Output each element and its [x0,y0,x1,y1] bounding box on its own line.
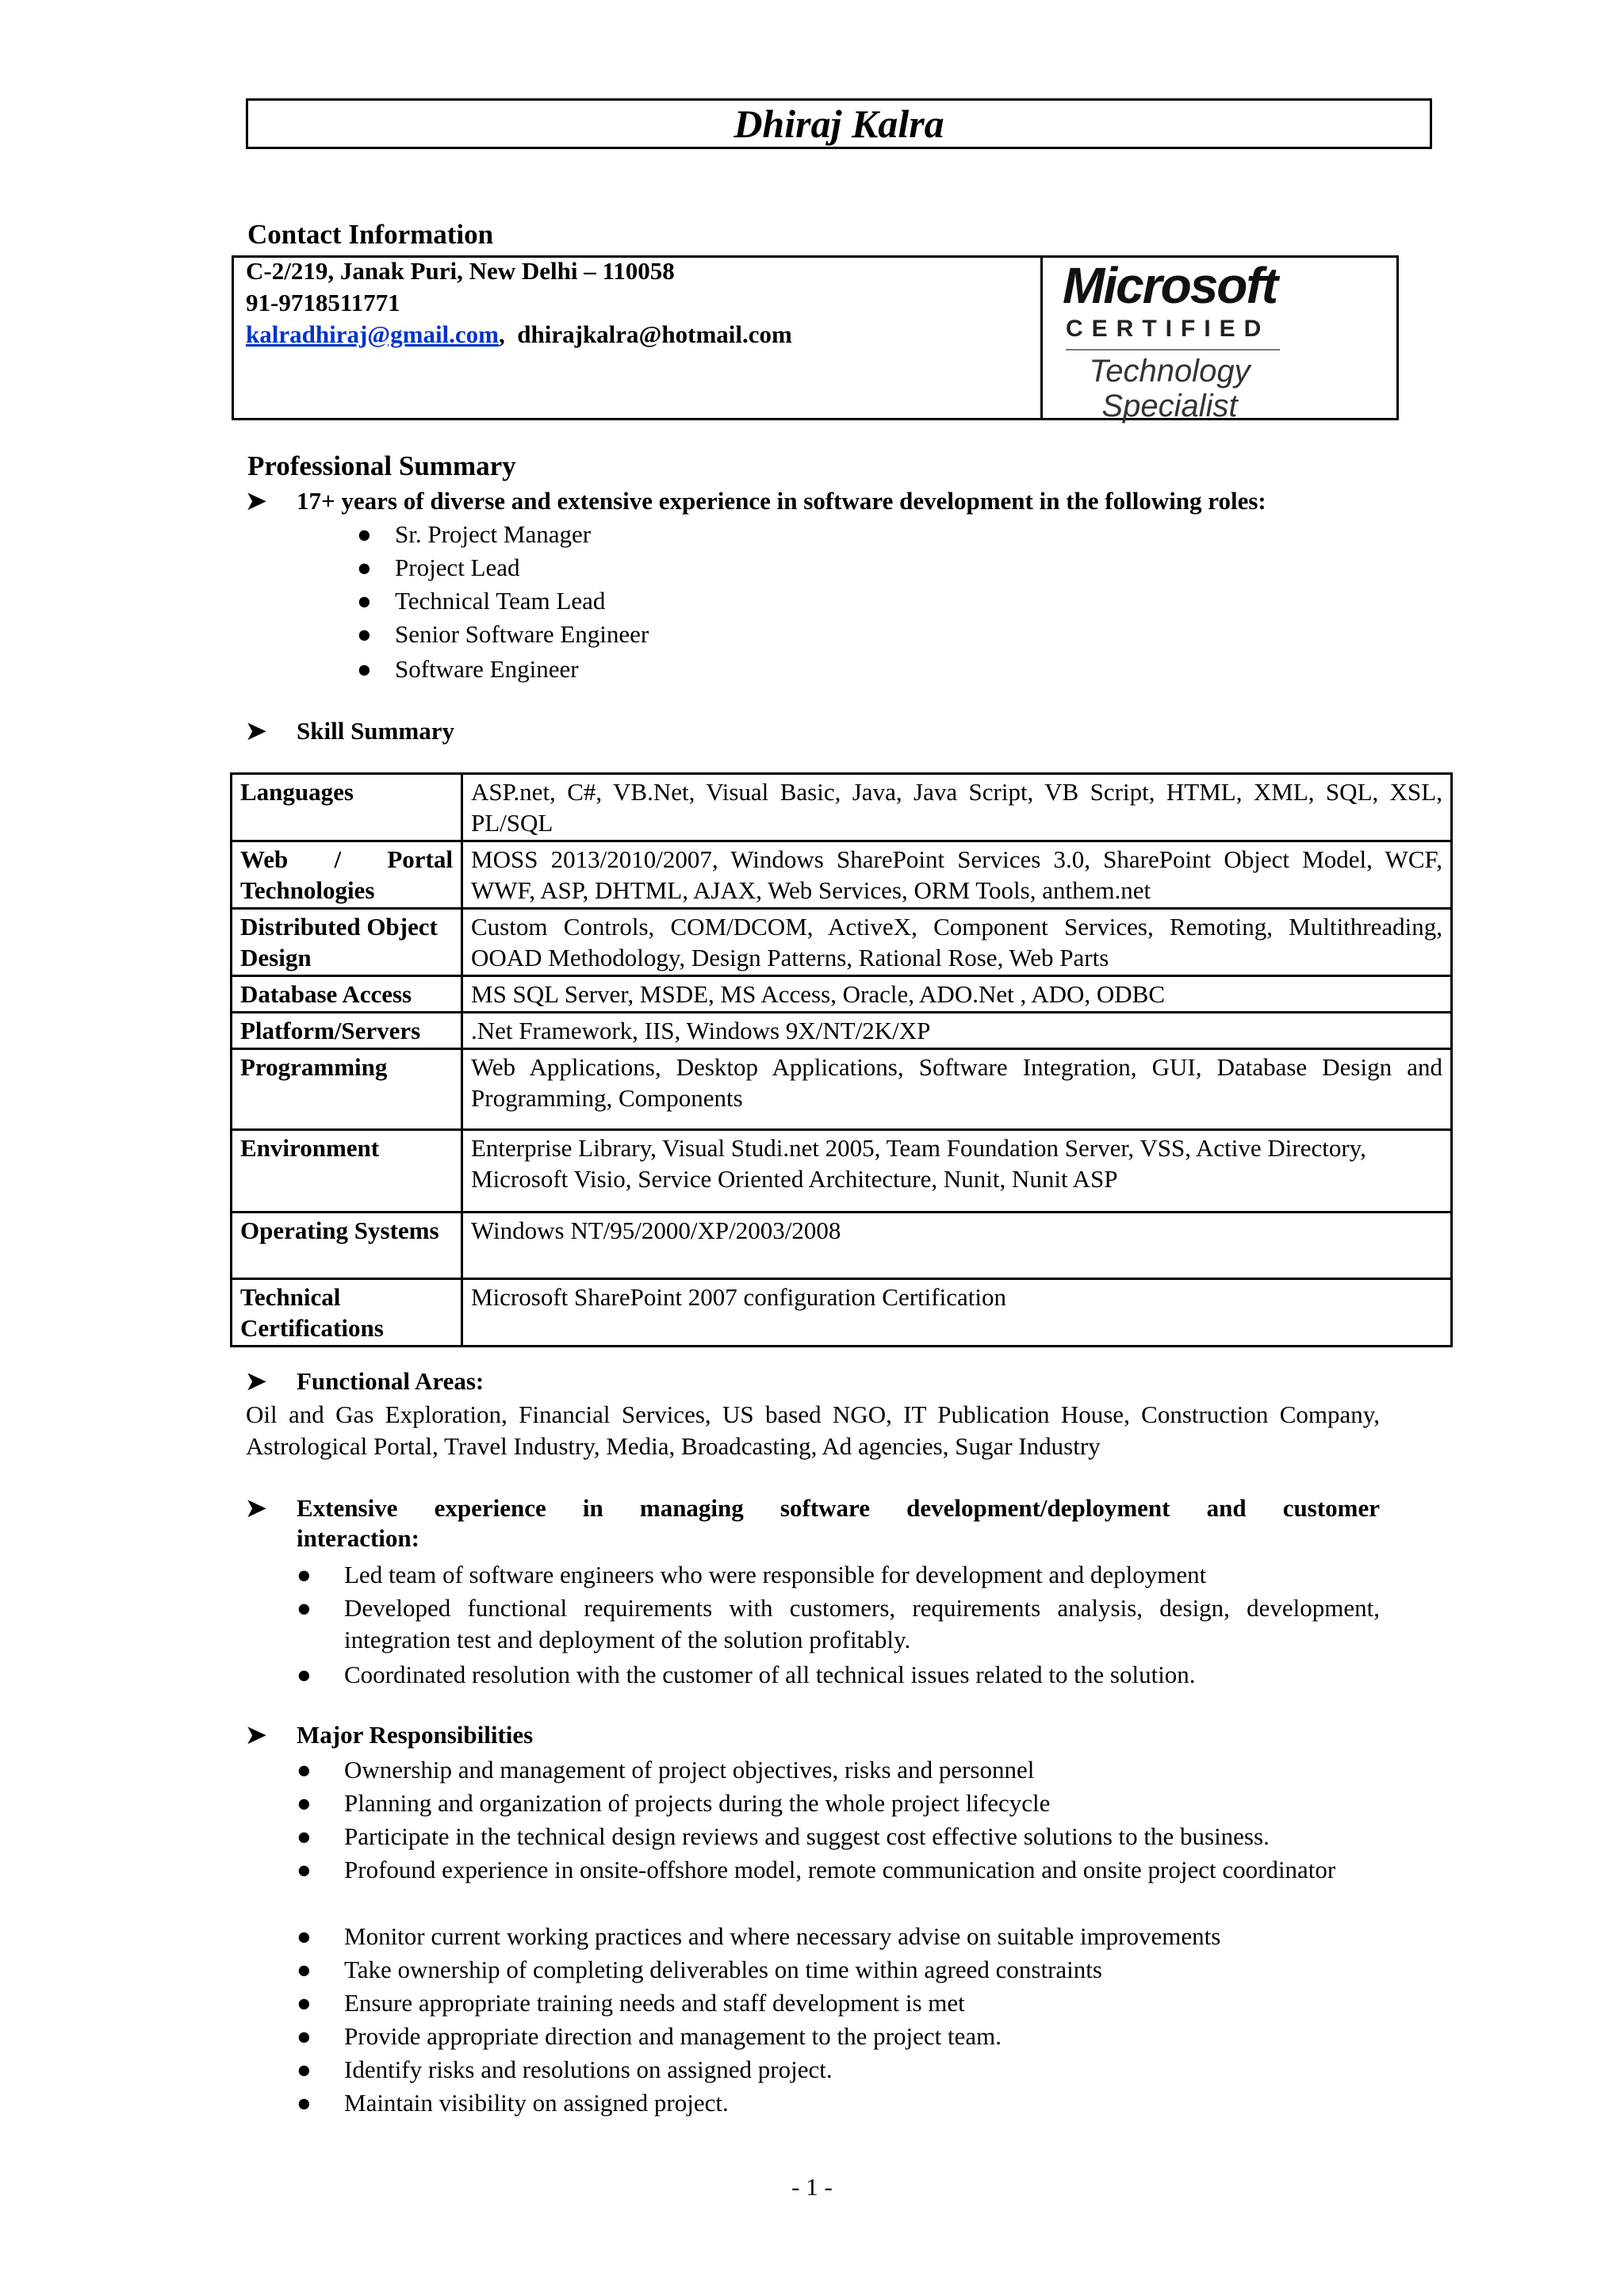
bullet-icon: ● [297,1989,312,2017]
contact-phone: 91-9718511771 [246,289,400,316]
skills-heading: Skill Summary [297,717,454,745]
list-item: ● Planning and organization of projects during the whole project lifecycle [344,1787,1380,1819]
summary-intro: 17+ years of diverse and extensive experience in software development in the following roles: [297,487,1266,515]
role-item: ● Technical Team Lead [357,587,606,615]
skill-value: Web Applications, Desktop Applications, Software Integration, GUI, Database Design and Programming, Components [462,1049,1452,1130]
logo-line1: Technology [1089,354,1251,389]
page-number: - 1 - [791,2173,833,2201]
skill-key: Operating Systems [232,1213,462,1279]
table-row [232,1049,1452,1130]
list-item: ● Led team of software engineers who were responsible for development and deployment [344,1559,1380,1591]
skill-key: Web / Portal Technologies [232,841,462,909]
bullet-icon: ● [297,1756,312,1784]
list-item: ● Coordinated resolution with the customer of all technical issues related to the solution. [344,1659,1380,1691]
skill-value: MS SQL Server, MSDE, MS Access, Oracle, ADO.Net , ADO, ODBC [462,976,1452,1013]
role-item: ● Project Lead [357,554,520,581]
bullet-icon: ● [297,2056,312,2083]
skill-key: Environment [232,1130,462,1213]
bullet-icon: ● [357,554,372,581]
skill-value: MOSS 2013/2010/2007, Windows SharePoint Services 3.0, SharePoint Object Model, WCF, WWF, ASP, DHTML, AJAX, Web Services, ORM Tools, anthem.net [462,841,1452,909]
bullet-icon: ● [297,2022,312,2050]
list-item: ● Maintain visibility on assigned project. [344,2087,1380,2119]
email-link[interactable]: kalradhiraj@gmail.com [246,320,500,348]
bullet-icon: ● [297,1789,312,1817]
email-secondary: dhirajkalra@hotmail.com [517,320,792,348]
role-item: ● Software Engineer [357,655,579,683]
skill-key: Database Access [232,976,462,1013]
microsoft-certified-logo [1063,257,1293,423]
list-item: ● Participate in the technical design reviews and suggest cost effective solutions to the business. [344,1821,1380,1852]
table-row [232,841,1452,909]
table-row [232,1013,1452,1049]
bullet-icon: ● [297,1822,312,1850]
arrow-bullet-icon: ➤ [246,1494,266,1522]
arrow-bullet-icon: ➤ [246,717,266,745]
bullet-icon: ● [297,1594,312,1622]
functional-heading-line [246,1367,484,1396]
skill-key: Technical Certifications [232,1279,462,1347]
logo-certified: CERTIFIED [1066,316,1270,342]
list-item: ● Provide appropriate direction and management to the project team. [344,2021,1380,2052]
arrow-bullet-icon: ➤ [246,1721,266,1749]
bullet-icon: ● [357,655,372,683]
arrow-bullet-icon: ➤ [246,487,266,515]
table-row [232,1130,1452,1213]
table-row [232,1279,1452,1347]
skill-value: Windows NT/95/2000/XP/2003/2008 [462,1213,1452,1279]
logo-brand: Microsoft [1063,257,1277,314]
skills-heading-line [246,717,454,745]
bullet-icon: ● [297,1856,312,1883]
bullet-icon: ● [297,1661,312,1688]
contact-emails [246,320,792,349]
responsibilities-heading-line [246,1721,533,1749]
skill-value: Custom Controls, COM/DCOM, ActiveX, Component Services, Remoting, Multithreading, OOAD Methodology, Design Patterns, Rational Rose, Web Parts [462,909,1452,976]
skill-value: .Net Framework, IIS, Windows 9X/NT/2K/XP [462,1013,1452,1049]
table-row [232,909,1452,976]
experience-heading-cont: interaction: [297,1524,419,1552]
responsibilities-heading: Major Responsibilities [297,1721,534,1749]
contact-heading: Contact Information [247,219,494,250]
role-item: ● Sr. Project Manager [357,520,592,548]
summary-intro-line [246,487,1266,515]
contact-address: C-2/219, Janak Puri, New Delhi – 110058 [246,257,675,285]
bullet-icon: ● [357,520,372,548]
bullet-icon: ● [297,1922,312,1950]
skills-table [230,772,1453,1347]
table-row [232,774,1452,841]
logo-line2: Specialist [1101,389,1238,423]
list-item: ● Profound experience in onsite-offshore model, remote communication and onsite project coordinator [344,1854,1380,1886]
experience-heading-line [246,1494,1380,1523]
list-item: ● Take ownership of completing deliverables on time within agreed constraints [344,1954,1380,1986]
list-item: ● Monitor current working practices and where necessary advise on suitable improvements [344,1921,1380,1952]
logo-divider [1066,349,1280,351]
resume-name: Dhiraj Kalra [246,98,1432,149]
functional-heading: Functional Areas: [297,1367,485,1395]
table-row [232,976,1452,1013]
list-item: ● Ensure appropriate training needs and staff development is met [344,1987,1380,2019]
skill-value: Microsoft SharePoint 2007 configuration Certification [462,1279,1452,1347]
skill-key: Platform/Servers [232,1013,462,1049]
summary-heading: Professional Summary [247,450,516,481]
list-item: ● Ownership and management of project objectives, risks and personnel [344,1754,1380,1786]
arrow-bullet-icon: ➤ [246,1367,266,1395]
list-item: ● Developed functional requirements with customers, requirements analysis, design, development, integration test and deployment of the solution profitably. [297,1594,1380,1653]
skill-key: Languages [232,774,462,841]
contact-divider [1040,255,1043,420]
skill-value: ASP.net, C#, VB.Net, Visual Basic, Java, Java Script, VB Script, HTML, XML, SQL, XSL, PL/SQL [462,774,1452,841]
bullet-icon: ● [357,620,372,648]
functional-text: Oil and Gas Exploration, Financial Services, US based NGO, IT Publication House, Construction Company, Astrological Portal, Travel Industry, Media, Broadcasting, Ad agencies, Sugar Industry [246,1400,1380,1460]
bullet-icon: ● [297,1956,312,1983]
bullet-icon: ● [297,1561,312,1588]
skill-key: Programming [232,1049,462,1130]
experience-heading: Extensive experience in managing software development/deployment and customer [297,1494,1380,1522]
email-separator: , [499,320,505,348]
list-item: ● Identify risks and resolutions on assigned project. [344,2054,1380,2086]
table-row [232,1213,1452,1279]
role-item: ● Senior Software Engineer [357,620,649,648]
bullet-icon: ● [297,2089,312,2117]
skill-value: Enterprise Library, Visual Studi.net 2005, Team Foundation Server, VSS, Active Directory, Microsoft Visio, Service Oriented Architecture, Nunit, Nunit ASP [462,1130,1452,1213]
bullet-icon: ● [357,587,372,615]
skill-key: Distributed Object Design [232,909,462,976]
